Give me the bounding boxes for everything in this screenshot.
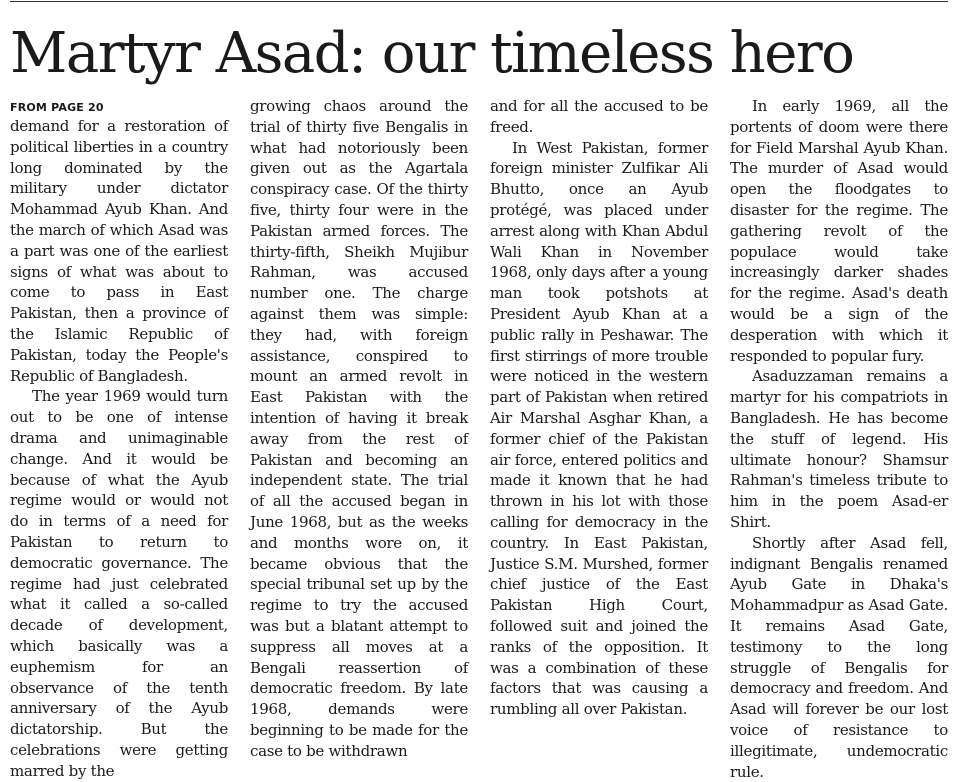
- paragraph: demand for a restoration of political liberties in a country long dominated by the military under dictator Mohammad Ayub Khan. And the march of which Asad was a part was one of the earliest signs of what was about to come to pass in East Pakistan, then a province of the Islamic Republic of Pakistan, today the People's Republic of Bangladesh.: [10, 117, 228, 385]
- article-column-1: [10, 102, 228, 782]
- paragraph: Asaduzzaman remains a martyr for his compatriots in Bangladesh. He has become the stuff of legend. His ultimate honour? Shamsur Rahman's timeless tribute to him in the poem Asad-er Shirt.: [730, 367, 948, 531]
- paragraph: The year 1969 would turn out to be one of intense drama and unimaginable change. And it would be because of what the Ayub regime would or would not do in terms of a need for Pakistan to return to democratic governance. The regime had just celebrated what it called a so-called decade of development, which basically was a euphemism for an observance of the tenth anniversary of the Ayub dictatorship. But the celebrations were getting marred by the: [10, 387, 228, 780]
- top-rule: [10, 1, 948, 2]
- paragraph: Shortly after Asad fell, indignant Bengalis renamed Ayub Gate in Dhaka's Mohammadpur as Asad Gate. It remains Asad Gate, testimony to the long struggle of Bengalis for democracy and freedom. And Asad will forever be our lost voice of resistance to illegitimate, undemocratic rule.: [730, 533, 948, 781]
- paragraph: In early 1969, all the portents of doom were there for Field Marshal Ayub Khan. The murder of Asad would open the floodgates to disaster for the regime. The gathering revolt of the populace would take increasingly darker shades for the regime. Asad's death would be a sign of the desperation with which it responded to popular fury.: [730, 97, 948, 365]
- jump-label: FROM PAGE 20: [10, 101, 104, 114]
- paragraph: In West Pakistan, former foreign minister Zulfikar Ali Bhutto, once an Ayub protégé, was placed under arrest along with Khan Abdul Wali Khan in November 1968, only days after a young man took potshots at President Ayub Khan at a public rally in Peshawar. The first stirrings of more trouble were noticed in the western part of Pakistan when retired Air Marshal Asghar Khan, a former chief of the Pakistan air force, entered politics and made it known that he had thrown in his lot with those calling for democracy in the country. In East Pakistan, Justice S.M. Murshed, former chief justice of the East Pakistan High Court, followed suit and joined the ranks of the opposition. It was a combination of these factors that was causing a rumbling all over Pakistan.: [490, 138, 708, 719]
- paragraph: and for all the accused to be freed.: [490, 97, 708, 136]
- article-column-2: [250, 96, 468, 762]
- paragraph: growing chaos around the trial of thirty five Bengalis in what had notoriously been given out as the Agartala conspiracy case. Of the thirty five, thirty four were in the Pakistan armed forces. The thirty-fifth, Sheikh Mujibur Rahman, was accused number one. The charge against them was simple: they had, with foreign assistance, conspired to mount an armed revolt in East Pakistan with the intention of having it break away from the rest of Pakistan and becoming an independent state. The trial of all the accused began in June 1968, but as the weeks and months wore on, it became obvious that the special tribunal set up by the regime to try the accused was but a blatant attempt to suppress all moves at a Bengali reassertion of democratic freedom. By late 1968, demands were beginning to be made for the case to be withdrawn: [250, 97, 468, 760]
- article-column-3: [490, 96, 708, 720]
- article-column-4: [730, 96, 948, 782]
- headline: Martyr Asad: our timeless hero: [10, 21, 854, 86]
